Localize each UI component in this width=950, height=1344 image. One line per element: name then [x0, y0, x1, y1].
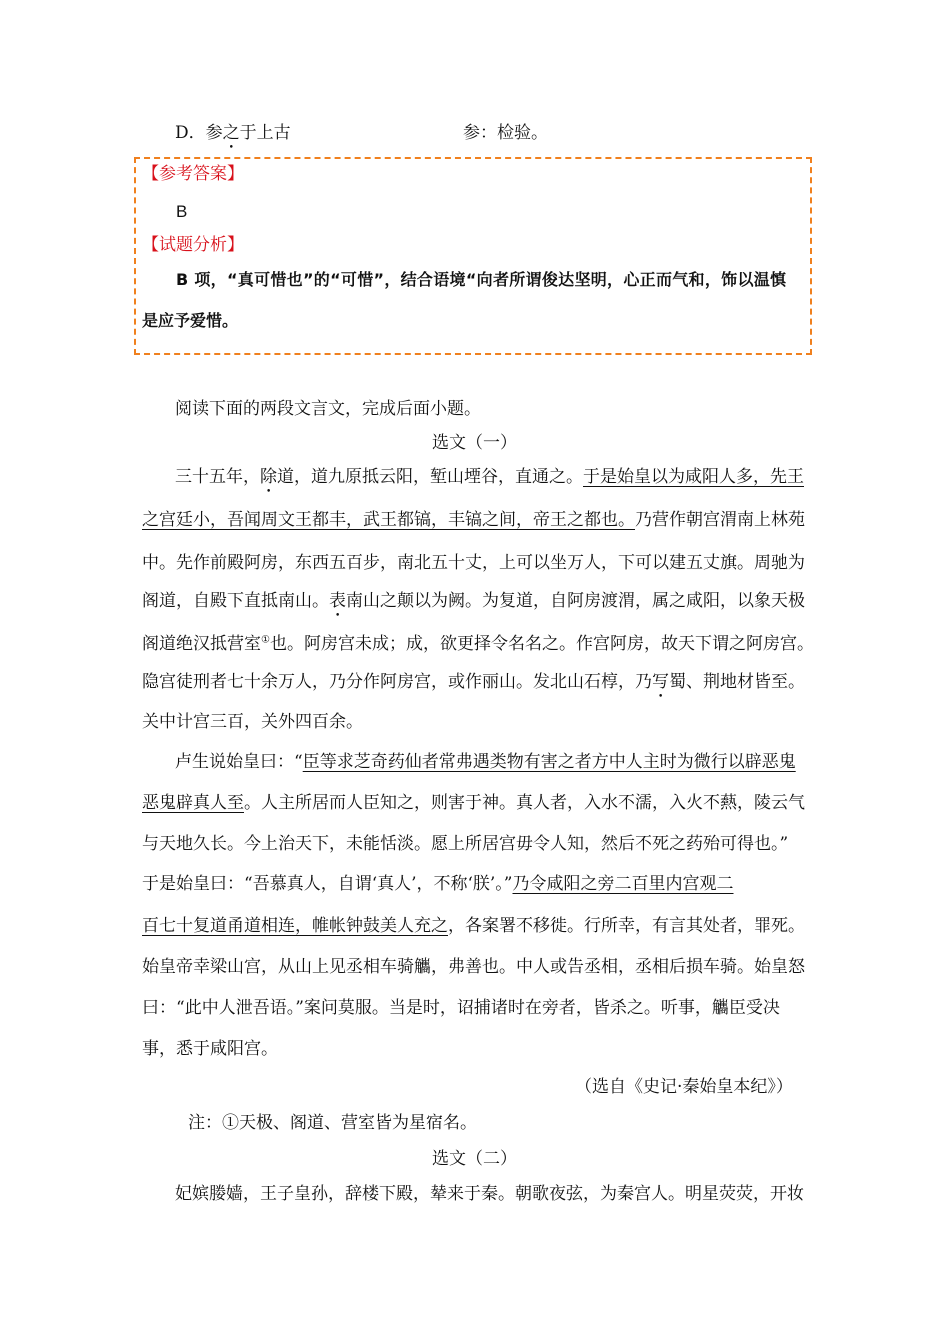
- passage1-line-7: 关中计宫三百，关外四百余。: [142, 712, 363, 732]
- passage1-line-5: 阁道绝汉抵营室①也。阿房宫未成；成，欲更择令名名之。作宫阿房，故天下谓之阿房宫。: [142, 634, 814, 654]
- underlined-sentence-3-cont: 百七十复道甬道相连，帷帐钟鼓美人充之: [142, 916, 448, 936]
- passage1-line-11: 于是始皇曰：“吾慕真人，自谓‘真人’，不称‘朕’。”乃令咸阳之旁二百里内宫观二: [142, 874, 734, 894]
- passage2-title: 选文（二）: [432, 1149, 517, 1169]
- footnote-marker: ①: [261, 634, 270, 646]
- passage1-line-13: 始皇帝幸梁山宫，从山上见丞相车骑觿，弗善也。中人或告丞相，丞相后损车骑。始皇怒: [142, 957, 805, 977]
- dotted-char-chu: 除: [260, 467, 277, 487]
- passage1-line-12: 百七十复道甬道相连，帷帐钟鼓美人充之，各案署不移徙。行所幸，有言其处者，罪死。: [142, 916, 805, 936]
- passage1-line-3: 中。先作前殿阿房，东西五百步，南北五十丈，上可以坐万人，下可以建五丈旗。周驰为: [142, 553, 805, 573]
- instruction: 阅读下面的两段文言文，完成后面小题。: [175, 399, 481, 419]
- underlined-sentence-2-cont: 恶鬼辟真人至: [142, 793, 244, 813]
- passage1-line-10: 与天地久长。今上治天下，未能恬淡。愿上所居宫毋令人知，然后不死之药殆可得也。”: [142, 834, 789, 854]
- passage1-line-4: 阁道，自殿下直抵南山。表南山之颠以为阙。为复道，自阿房渡渭，属之咸阳，以象天极: [142, 591, 805, 611]
- passage1-line-8: 卢生说始皇曰：“臣等求芝奇药仙者常弗遇类物有害之者方中人主时为微行以辟恶鬼: [175, 752, 796, 772]
- analysis-line-2: 是应予爱惜。: [142, 311, 239, 330]
- passage1-line-1: 三十五年，除道，道九原抵云阳，堑山堙谷，直通之。于是始皇以为咸阳人多，先王: [175, 467, 804, 487]
- passage1-note: 注：①天极、阁道、营室皆为星宿名。: [188, 1113, 477, 1133]
- passage1-line-2: 之宫廷小，吾闻周文王都丰，武王都镐，丰镐之间，帝王之都也。乃营作朝宫渭南上林苑: [142, 510, 805, 530]
- analysis-line-1: B 项，“真可惜也”的“可惜”，结合语境“向者所谓俊达坚明，心正而气和，饰以温慎: [176, 270, 787, 289]
- passage1-title: 选文（一）: [432, 433, 517, 453]
- passage1-line-9: 恶鬼辟真人至。人主所居而人臣知之，则害于神。真人者，入水不濡，入火不爇，陵云气: [142, 793, 805, 813]
- underlined-sentence-3: 乃令咸阳之旁二百里内宫观二: [512, 874, 734, 894]
- answer-header: 【参考答案】: [142, 164, 244, 184]
- answer-value: B: [176, 202, 188, 221]
- option-d-rest: 于上古: [239, 123, 291, 143]
- dotted-char-xie: 写: [652, 672, 669, 692]
- option-d: [175, 121, 291, 153]
- underlined-sentence-1-cont: 之宫廷小，吾闻周文王都丰，武王都镐，丰镐之间，帝王之都也。: [142, 510, 635, 530]
- passage1-line-14: 曰：“此中人泄吾语。”案问莫服。当是时，诏捕诸时在旁者，皆杀之。听事，觿臣受决: [142, 998, 780, 1018]
- dotted-char-biao: 表: [329, 591, 346, 611]
- underlined-sentence-1: 于是始皇以为咸阳人多，先王: [583, 467, 804, 487]
- analysis-header: 【试题分析】: [142, 235, 244, 255]
- passage1-line-6: 隐宫徒刑者七十余万人，乃分作阿房宫，或作丽山。发北山石椁，乃写蜀、荆地材皆至。: [142, 672, 805, 692]
- passage1-source: （选自《史记·秦始皇本纪》）: [575, 1077, 793, 1097]
- underlined-sentence-2: 臣等求芝奇药仙者常弗遇类物有害之者方中人主时为微行以辟恶鬼: [302, 752, 796, 772]
- option-d-gloss: 参：检验。: [463, 123, 548, 143]
- passage1-line-15: 事，悉于咸阳宫。: [142, 1039, 278, 1059]
- option-d-label: D．参: [175, 123, 223, 143]
- passage2-line-1: 妃嫔媵嫱，王子皇孙，辞楼下殿，辇来于秦。朝歌夜弦，为秦宫人。明星荧荧，开妆: [175, 1184, 804, 1204]
- option-d-dot-char: 之: [222, 123, 240, 143]
